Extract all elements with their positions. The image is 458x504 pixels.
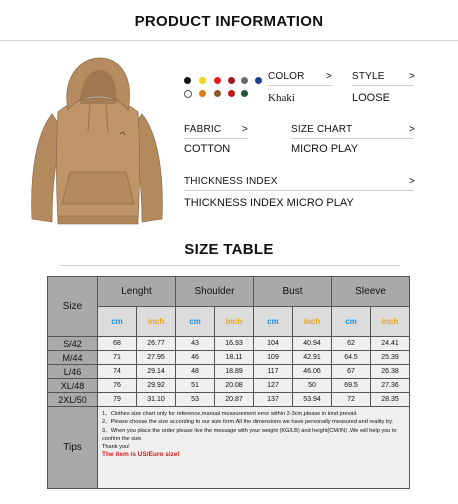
value-cell: 117 [254,365,293,379]
value-cell: 127 [254,379,293,393]
fabric-arrow-icon[interactable]: > [242,124,248,135]
length-header: Lenght [98,277,176,307]
swatch-black[interactable] [184,77,191,84]
style-arrow-icon[interactable]: > [409,71,415,82]
value-cell: 31.10 [137,393,176,407]
size-cell: XL/48 [48,379,98,393]
color-arrow-icon[interactable]: > [326,71,332,82]
value-cell: 62 [332,337,371,351]
value-cell: 104 [254,337,293,351]
fabric-label: FABRIC [184,124,222,135]
value-cell: 51 [176,379,215,393]
size-cell: 2XL/50 [48,393,98,407]
unit-inch: inch [371,307,410,337]
value-cell: 46.06 [293,365,332,379]
swatch-red[interactable] [214,77,221,84]
value-cell: 28.35 [371,393,410,407]
value-cell: 20.87 [215,393,254,407]
table-row [48,351,410,365]
value-cell: 29.92 [137,379,176,393]
size-table [47,276,410,489]
color-value: Khaki [268,92,295,104]
product-information-title: PRODUCT INFORMATION [134,13,324,30]
swatch-white[interactable] [184,90,192,98]
value-cell: 43 [176,337,215,351]
size-cell: L/46 [48,365,98,379]
swatch-gray[interactable] [241,77,248,84]
value-cell: 26.77 [137,337,176,351]
unit-inch: inch [215,307,254,337]
unit-cm: cm [176,307,215,337]
size-chart-divider [291,138,414,139]
value-cell: 79 [98,393,137,407]
swatch-yellow[interactable] [199,77,206,84]
value-cell: 50 [293,379,332,393]
thickness-divider [184,190,414,191]
value-cell: 67 [332,365,371,379]
size-chart-label: SIZE CHART [291,124,353,135]
thickness-index-label: THICKNESS INDEX [184,176,278,187]
value-cell: 109 [254,351,293,365]
shoulder-header: Shoulder [176,277,254,307]
sleeve-header: Sleeve [332,277,410,307]
title-underline [0,40,458,41]
unit-cm: cm [254,307,293,337]
value-cell: 24.41 [371,337,410,351]
size-chart-value: MICRO PLAY [291,143,359,155]
swatch-orange[interactable] [199,90,206,97]
value-cell: 18.11 [215,351,254,365]
value-cell: 53 [176,393,215,407]
value-cell: 53.94 [293,393,332,407]
table-row [48,337,410,351]
value-cell: 72 [332,393,371,407]
color-label: COLOR [268,71,305,82]
unit-cm: cm [98,307,137,337]
tip-line-1: 1、Clothes size chart only for reference,manual measurement error within 2-3cm,please in kind prevail. [102,411,358,417]
swatch-dark-red[interactable] [228,77,235,84]
table-row [48,379,410,393]
value-cell: 76 [98,379,137,393]
value-cell: 16.93 [215,337,254,351]
size-table-title: SIZE TABLE [184,241,274,258]
value-cell: 42.91 [293,351,332,365]
table-row [48,393,410,407]
style-label: STYLE [352,71,385,82]
value-cell: 69.5 [332,379,371,393]
tip-line-2: 2、Please choose the size according to our size form.All the dimensions we have personally measured and reality try. [102,419,394,426]
tip-size-note: The item is US/Euro size! [102,451,180,459]
value-cell: 48 [176,365,215,379]
swatch-dark-green[interactable] [241,90,248,97]
value-cell: 27.95 [137,351,176,365]
size-chart-arrow-icon[interactable]: > [409,124,415,135]
value-cell: 20.08 [215,379,254,393]
size-cell: S/42 [48,337,98,351]
thickness-arrow-icon[interactable]: > [409,176,415,187]
value-cell: 29.14 [137,365,176,379]
value-cell: 71 [98,351,137,365]
unit-cm: cm [332,307,371,337]
tip-thank-you: Thank you! [102,444,130,451]
fabric-divider [184,138,248,139]
size-cell: M/44 [48,351,98,365]
value-cell: 18.89 [215,365,254,379]
swatch-crimson[interactable] [228,90,235,97]
size-title-underline [60,265,400,266]
thickness-index-value: THICKNESS INDEX MICRO PLAY [184,197,354,209]
style-value: LOOSE [352,92,390,104]
hoodie-product-image [22,54,174,234]
size-header: Size [48,277,98,337]
bust-header: Bust [254,277,332,307]
value-cell: 68 [98,337,137,351]
value-cell: 64.5 [332,351,371,365]
unit-inch: inch [137,307,176,337]
unit-inch: inch [293,307,332,337]
tips-content [98,407,410,489]
swatch-brown[interactable] [214,90,221,97]
color-divider [268,85,332,86]
value-cell: 74 [98,365,137,379]
style-divider [352,85,414,86]
swatch-navy[interactable] [255,77,262,84]
tips-label: Tips [48,407,98,489]
fabric-value: COTTON [184,143,231,155]
value-cell: 27.36 [371,379,410,393]
value-cell: 25.39 [371,351,410,365]
value-cell: 40.94 [293,337,332,351]
tip-line-3: 3、When you place the order please live the message with your weight (KG/LB) and height(CM/IN) .We will help you to confirm the size. [102,427,397,442]
value-cell: 137 [254,393,293,407]
value-cell: 46 [176,351,215,365]
value-cell: 26.38 [371,365,410,379]
table-row [48,365,410,379]
